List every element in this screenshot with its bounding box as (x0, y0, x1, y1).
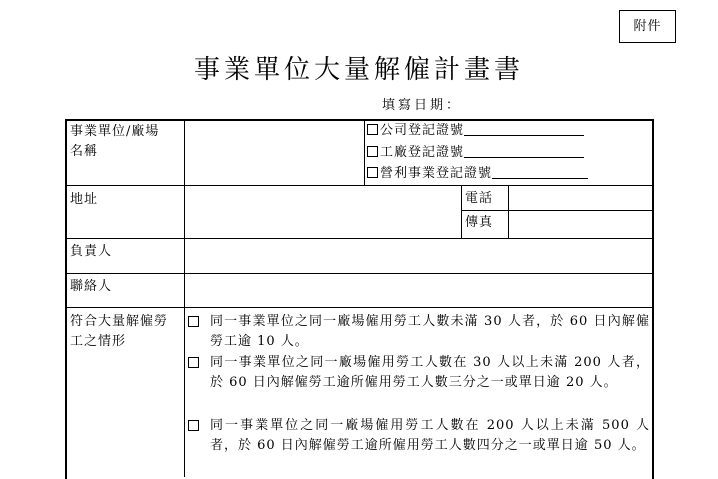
registration-factory[interactable] (367, 143, 584, 163)
checkbox-icon[interactable] (188, 357, 199, 368)
checkbox-icon[interactable] (188, 316, 199, 327)
conditions-label-2: 工之情形 (70, 334, 127, 349)
registration-number-blank[interactable] (464, 122, 584, 136)
fill-date-label: 填寫日期： (382, 98, 463, 113)
registration-column-divider (364, 120, 365, 186)
phone-label-divider (461, 185, 462, 239)
registration-label: 公司登記證號 (380, 123, 465, 138)
unit-name-label-2: 名稱 (70, 144, 99, 159)
label-column-divider (184, 120, 185, 308)
fax-field[interactable] (510, 212, 652, 237)
condition-text: 同一事業單位之同一廠場僱用勞工人數未滿 30 人者，於 60 日內解僱勞工逾 10 人。 (210, 314, 650, 349)
annex-label: 附件 (619, 10, 676, 43)
checkbox-icon[interactable] (188, 420, 199, 431)
unit-name-field[interactable] (186, 121, 363, 184)
row-divider (65, 273, 654, 274)
registration-label: 營利事業登記證號 (380, 166, 493, 181)
responsible-label: 負責人 (70, 244, 113, 259)
row-divider (65, 185, 654, 186)
phone-fax-divider (461, 210, 654, 211)
phone-label: 電話 (465, 191, 494, 206)
phone-field[interactable] (510, 187, 652, 209)
condition-text: 同一事業單位之同一廠場僱用勞工人數在 30 人以上未滿 200 人者，於 60 日內解僱勞工逾所僱用勞工人數三分之一或單日逾 20 人。 (210, 355, 650, 390)
registration-number-blank[interactable] (464, 144, 584, 158)
condition-item[interactable] (188, 353, 650, 393)
responsible-field[interactable] (186, 240, 652, 272)
checkbox-icon[interactable] (367, 167, 378, 178)
contact-field[interactable] (186, 275, 652, 306)
phone-value-divider (508, 185, 509, 239)
registration-business[interactable] (367, 164, 588, 184)
checkbox-icon[interactable] (367, 146, 378, 157)
address-field[interactable] (186, 187, 460, 237)
unit-name-label: 事業單位/廠場 (70, 124, 160, 139)
conditions-column-divider (184, 307, 185, 477)
row-divider (65, 307, 654, 308)
registration-number-blank[interactable] (492, 165, 588, 179)
document-title: 事業單位大量解僱計畫書 (193, 55, 524, 85)
condition-text: 同一事業單位之同一廠場僱用勞工人數在 200 人以上未滿 500 人者，於 60 日內解僱勞工逾所僱用勞工人數四分之一或單日逾 50 人。 (210, 418, 650, 453)
registration-label: 工廠登記證號 (380, 145, 465, 160)
row-divider (65, 238, 654, 239)
address-label: 地址 (70, 192, 99, 207)
contact-label: 聯絡人 (70, 279, 113, 294)
condition-item[interactable] (188, 312, 650, 352)
registration-company[interactable] (367, 121, 584, 141)
fax-label: 傳真 (465, 215, 494, 230)
condition-item[interactable] (188, 416, 650, 456)
checkbox-icon[interactable] (367, 124, 378, 135)
conditions-label: 符合大量解僱勞 (70, 314, 169, 329)
